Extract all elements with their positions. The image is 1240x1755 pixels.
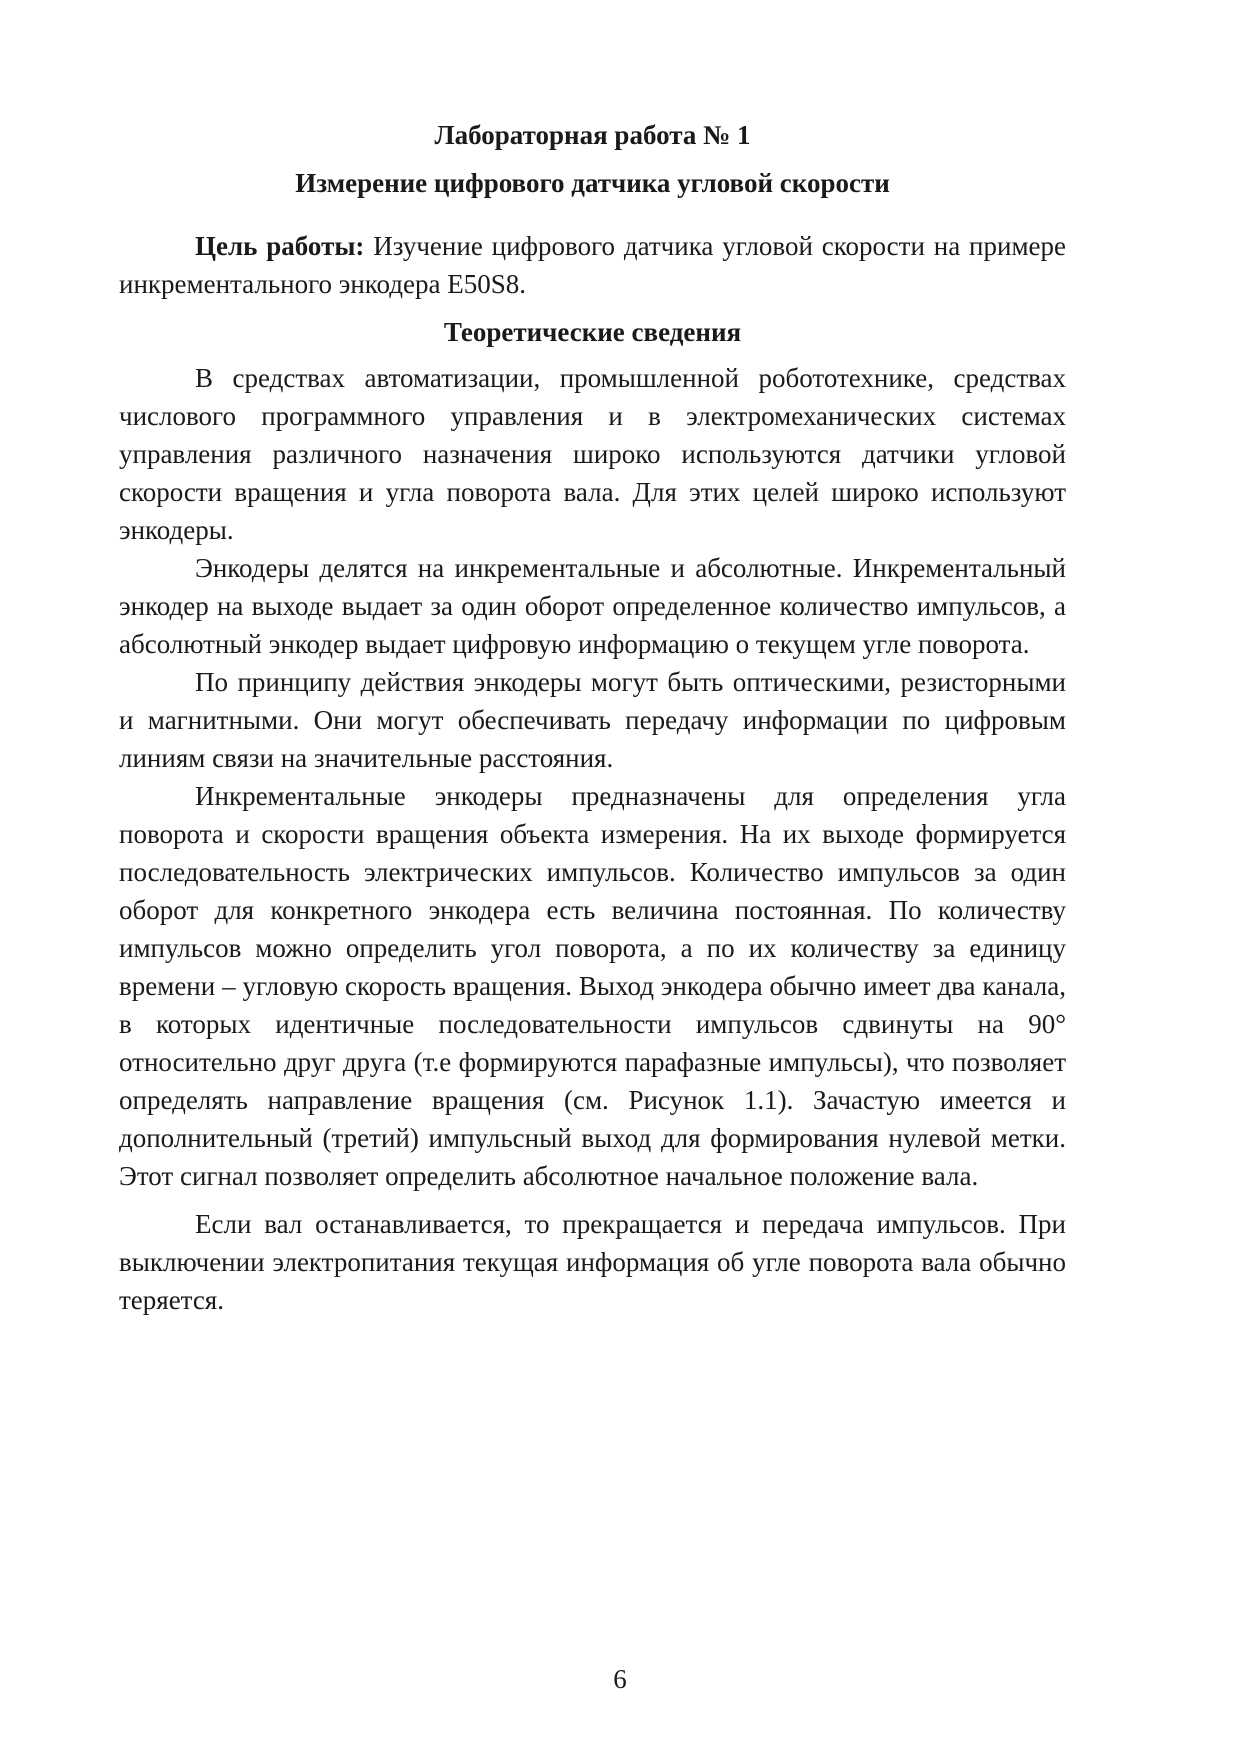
- page-number: 6: [613, 1664, 627, 1694]
- paragraph-3: По принципу действия энкодеры могут быть оптическими, резисторными и магнитными. Они могут обеспечивать передачу информации по цифровым линиям связи на значительные расстояния.: [119, 667, 1066, 773]
- goal-paragraph: [119, 227, 1066, 303]
- goal-label: Цель работы:: [195, 231, 365, 261]
- paragraph-5: Если вал останавливается, то прекращается и передача импульсов. При выключении электропитания текущая информация об угле поворота вала обычно теряется.: [119, 1209, 1066, 1315]
- section-heading: Теоретические сведения: [443, 317, 742, 347]
- paragraph-1: В средствах автоматизации, промышленной робототехнике, средствах числового программного управления и в электромеханических системах управления различного назначения широко используются датчики угловой скорости вращения и угла поворота вала. Для этих целей широко используют энкодеры.: [119, 363, 1066, 545]
- paragraph-2: Энкодеры делятся на инкрементальные и абсолютные. Инкрементальный энкодер на выходе выдает за один оборот определенное количество импульсов, а абсолютный энкодер выдает цифровую информацию о текущем угле поворота.: [119, 553, 1066, 659]
- lab-subtitle: Измерение цифрового датчика угловой скорости: [295, 168, 890, 198]
- goal-text: Изучение цифрового датчика угловой скорости на примере инкрементального энкодера E50S8.: [119, 231, 1066, 299]
- lab-title: Лабораторная работа № 1: [434, 120, 751, 150]
- page-content: [119, 116, 1066, 1319]
- paragraph-4: Инкрементальные энкодеры предназначены для определения угла поворота и скорости вращения объекта измерения. На их выходе формируется последовательность электрических импульсов. Количество импульсов за один оборот для конкретного энкодера есть величина постоянная. По количеству импульсов можно определить угол поворота, а по их количеству за единицу времени – угловую скорость вращения. Выход энкодера обычно имеет два канала, в которых идентичные последовательности импульсов сдвинуты на 90° относительно друг друга (т.е формируются парафазные импульсы), что позволяет определять направление вращения (см. Рисунок 1.1). Зачастую имеется и дополнительный (третий) импульсный выход для формирования нулевой метки. Этот сигнал позволяет определить абсолютное начальное положение вала.: [119, 781, 1066, 1191]
